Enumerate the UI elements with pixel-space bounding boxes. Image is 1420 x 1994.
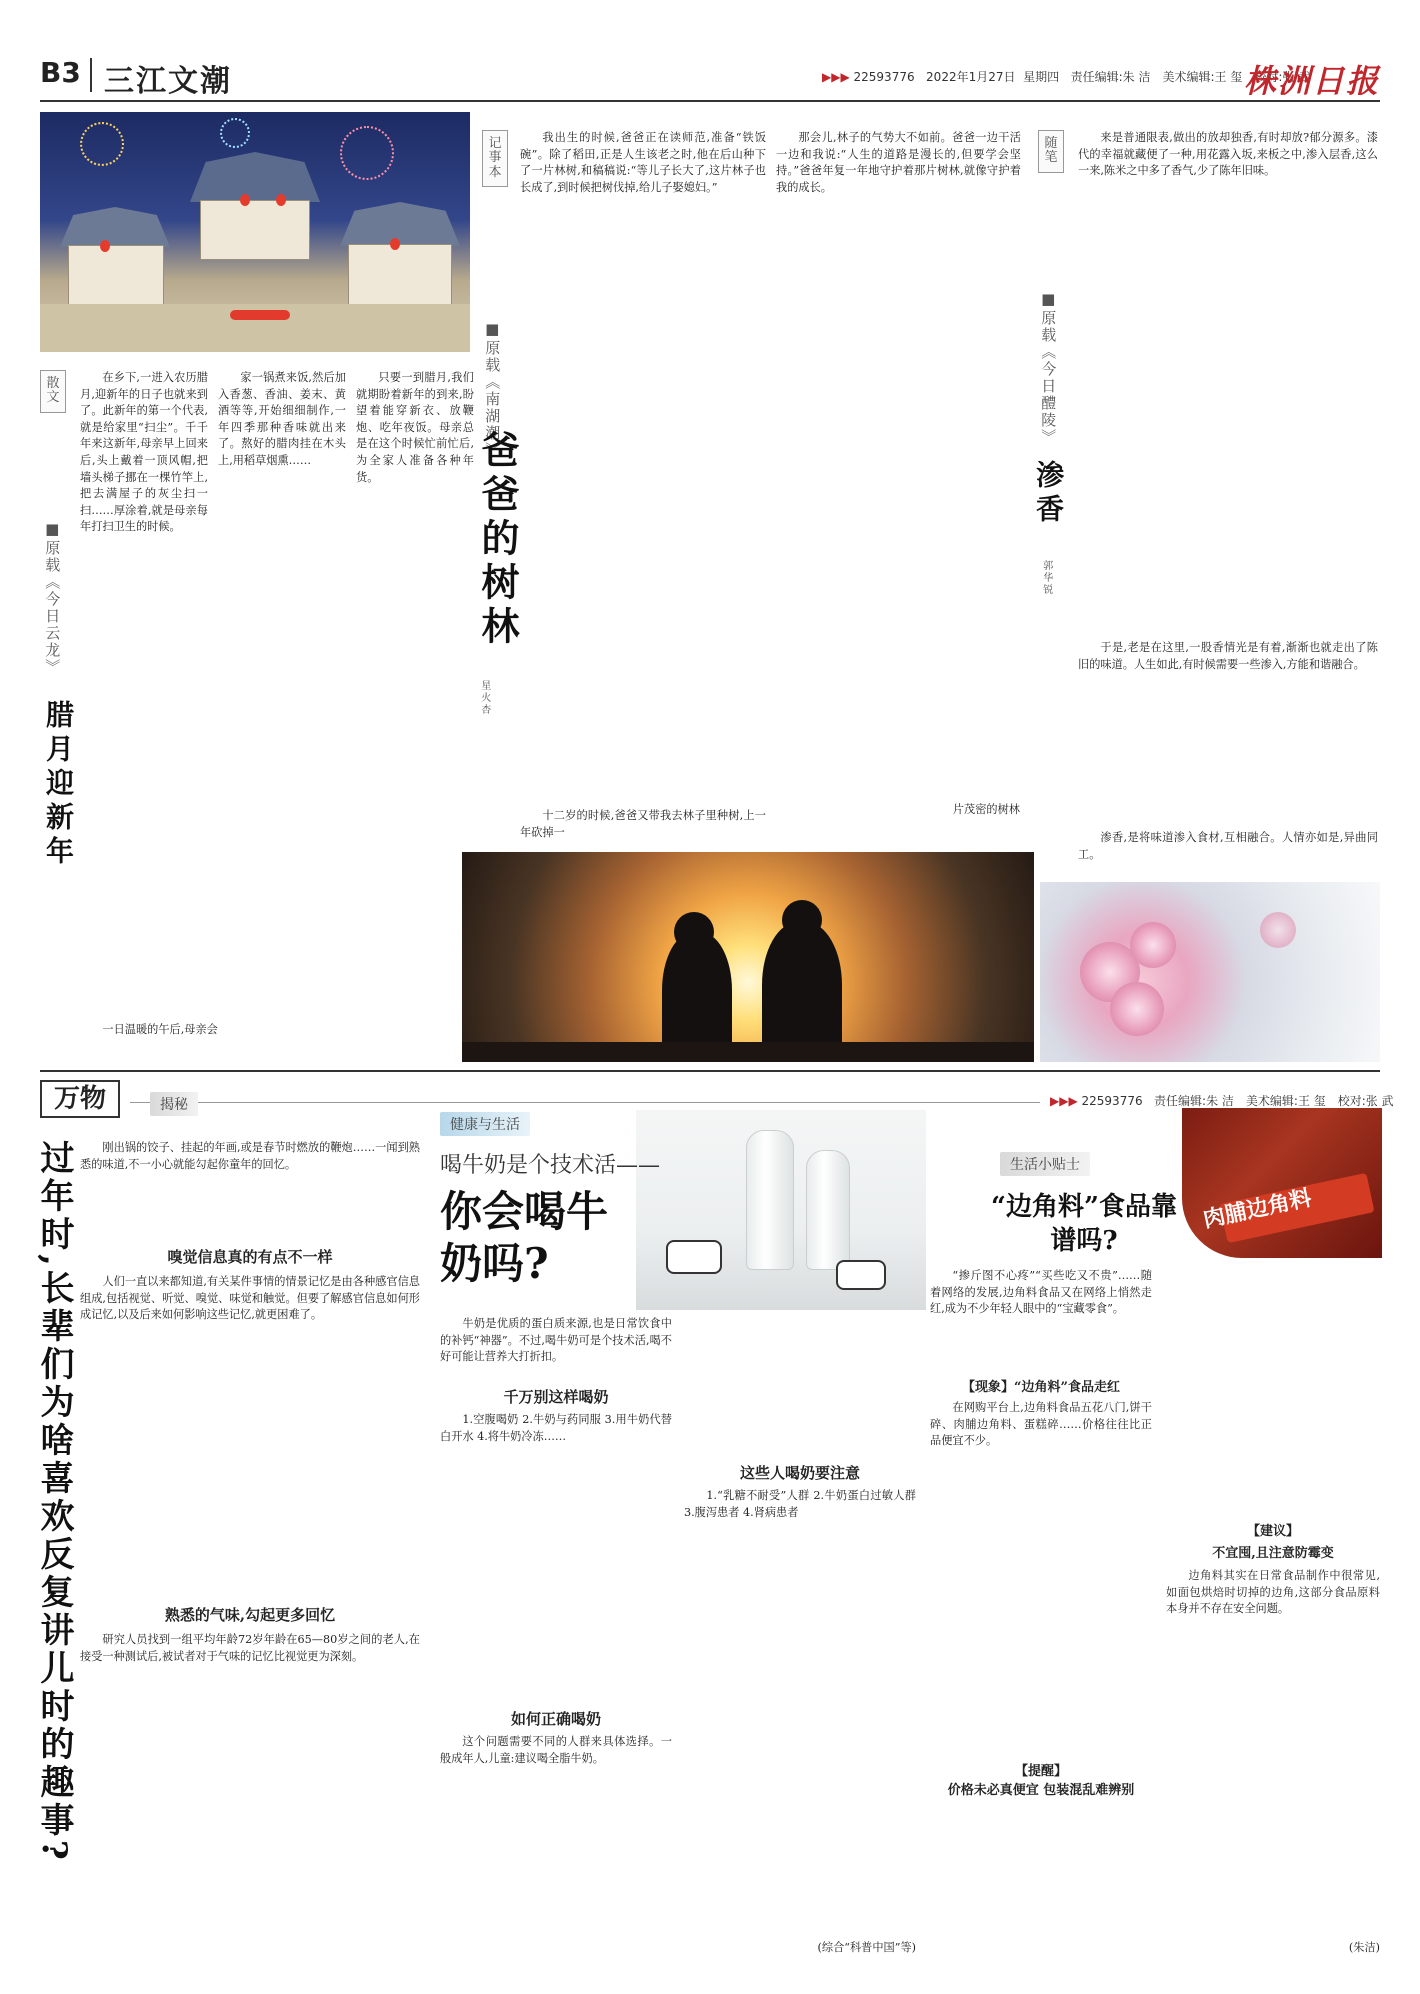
essay1-paragraph: 家一锅煮来饭,然后加入香葱、香油、姜末、黄酒等等,开始细细制作,一年四季那种香味就出来了。熬好的腊肉挂在木头上,用稻草烟熏…… [218, 371, 346, 467]
article1-body-1 [80, 1274, 420, 1598]
article3-paragraph: 边角料其实在日常食品制作中很常见,如面包烘焙时切掉的边角,这部分食品原料本身并不存在安全问题。 [1166, 1569, 1380, 1616]
newspaper-logo: 株洲日报 [1243, 62, 1380, 100]
section-title: 三江文潮 [104, 64, 232, 99]
essay-title: 腊月迎新年 [42, 700, 75, 870]
article3-body-1 [930, 1400, 1152, 1680]
article2-tag: 健康与生活 [440, 1112, 530, 1136]
essay2-end [900, 802, 1020, 820]
essay3-paragraph: 来是普通限表,做出的放却独香,有时却放?郁分源多。漆代的幸福就藏便了一种,用花露入坂,来板之中,渗入层香,这么一来,陈米之中多了香气,少了陈年旧味。 [1078, 131, 1378, 178]
essay-title: 渗香 [1032, 460, 1065, 528]
section2-editors: 责任编辑:朱 洁 美术编辑:王 玺 校对:张 武 [1154, 1094, 1394, 1108]
section2-rule [130, 1102, 1040, 1103]
article1-paragraph: 人们一直以来都知道,有关某件事情的情景记忆是由各种感官信息组成,包括视觉、听觉、嗅觉、味觉和触觉。但要了解感官信息如何形成记忆,以及后来如何影响这些记忆,就更困难了。 [80, 1275, 420, 1322]
essay1-column-2 [218, 370, 346, 1010]
essay-tag: 随笔 [1038, 130, 1064, 173]
essay2-caption [520, 808, 766, 842]
article2-body-4 [684, 1488, 916, 1928]
header-rule [40, 100, 1380, 102]
essay1-column-1 [80, 370, 208, 1010]
page-number: B3 [40, 56, 81, 89]
section-rule [40, 1070, 1380, 1072]
essay-author: 郭华锐 [1040, 560, 1052, 596]
essay3-paragraph: 于是,老是在这里,一股香情光是有着,渐渐也就走出了陈旧的味道。人生如此,有时候需要一些渗入,方能和谐融合。 [1078, 641, 1378, 671]
header-editors: 责任编辑:朱 洁 美术编辑:王 玺 校对:张 武 [1070, 70, 1311, 84]
essay1-closing-text: 一日温暖的午后,母亲会 [102, 1023, 218, 1036]
article1-intro [80, 1140, 420, 1240]
essay-tag: 记事本 [482, 130, 508, 187]
page-header [40, 56, 1380, 98]
essay1-column-3 [356, 370, 474, 1010]
article2-kicker: 喝牛奶是个技术活—— [440, 1153, 661, 1178]
article2-paragraph: 1.“乳糖不耐受”人群 2.牛奶蛋白过敏人群 3.腹泻患者 4.肾病患者 [684, 1489, 916, 1519]
article2-body-2 [440, 1412, 672, 1702]
essay2-end-note: 片茂密的树林 [952, 803, 1020, 816]
article1-heading-1: 嗅觉信息真的有点不一样 [167, 1248, 333, 1266]
essay3-column-1 [1078, 130, 1378, 630]
section2-phone: 22593776 [1081, 1094, 1143, 1108]
header-divider [90, 58, 92, 92]
milk-photo [636, 1110, 926, 1310]
article1-tag: 揭秘 [150, 1092, 198, 1116]
header-phone: 22593776 [853, 70, 915, 84]
article2-body-3 [440, 1734, 672, 1960]
flowers-photo [1040, 882, 1380, 1062]
essay1-paragraph: 只要一到腊月,我们就期盼着新年的到来,盼望着能穿新衣、放鞭炮、吃年夜饭。母亲总是在这个时候忙前忙后,为全家人准备各种年货。 [356, 371, 474, 484]
essay-author: 星火杏 [478, 680, 490, 716]
essay2-column-2 [776, 130, 1021, 690]
article1-heading-2: 熟悉的气味,勾起更多回忆 [164, 1606, 336, 1624]
arrow-icon: ▶▶▶ [822, 70, 850, 84]
article3-intro [930, 1268, 1152, 1368]
article2-intro [440, 1316, 672, 1382]
article3-sub-heading-2: 价格未必真便宜 包装混乱难辨别 [947, 1783, 1135, 1798]
essay-source: ■原载《今日云龙》 [43, 520, 62, 676]
article2-heading-1: 千万别这样喝奶 [503, 1388, 609, 1406]
article2-paragraph: 这个问题需要不同的人群来具体选择。一般成年人,儿童:建议喝全脂牛奶。 [440, 1735, 672, 1765]
article2-heading-3: 这些人喝奶要注意 [739, 1464, 860, 1482]
essay2-paragraph: 我出生的时候,爸爸正在读师范,准备“铁饭碗”。除了稻田,正是人生该老之时,他在后山种下了一片林树,和稿稿说:“等儿子长大了,这片林子也长成了,到时候把树伐掉,给儿子娶媳妇。” [520, 131, 766, 194]
article2-source-text: (综合“科普中国”等) [817, 1941, 916, 1954]
article3-heading-3: 【建议】 [1246, 1524, 1299, 1539]
article2-paragraph: 牛奶是优质的蛋白质来源,也是日常饮食中的补钙“神器”。不过,喝牛奶可是个技术活,喝不好可能让营养大打折扣。 [440, 1317, 672, 1364]
sunset-couple-photo [462, 852, 1034, 1062]
article3-tag: 生活小贴士 [1000, 1152, 1090, 1176]
essay2-caption-text: 十二岁的时候,爸爸又带我去林子里种树,上一年砍掉一 [520, 809, 766, 839]
article3-source-text: (朱洁) [1348, 1941, 1380, 1954]
section2-title: 万物 [40, 1080, 120, 1118]
header-meta [822, 68, 1310, 85]
essay-source: ■原载《今日醴陵》 [1039, 290, 1058, 446]
arrow-icon: ▶▶▶ [1050, 1094, 1078, 1108]
article1-intro-text: 刚出锅的饺子、挂起的年画,或是春节时燃放的鞭炮……一闻到熟悉的味道,不一小心就能勾起你童年的回忆。 [80, 1141, 420, 1171]
header-weekday: 星期四 [1023, 70, 1060, 84]
article3-heading-2: 【提醒】 [1014, 1764, 1067, 1779]
article3-heading-1: 【现象】“边角料”食品走红 [962, 1380, 1120, 1395]
essay2-column-1 [520, 130, 766, 802]
essay1-closing [80, 1022, 340, 1040]
article2-source [684, 1940, 916, 1958]
essay2-paragraph: 那会儿,林子的气势大不如前。爸爸一边干活一边和我说:“人生的道路是漫长的,但要学会坚持。”爸爸年复一年地守护着那片树林,就像守护着我的成长。 [776, 131, 1021, 194]
essay3-closing-text: 渗香,是将味道渗入食材,互相融合。人情亦如是,异曲同工。 [1078, 831, 1378, 861]
essay-title: 爸爸的树林 [475, 430, 520, 650]
section2-meta [1050, 1092, 1394, 1109]
essay1-paragraph: 在乡下,一进入农历腊月,迎新年的日子也就来到了。此新年的第一个代表,就是给家里“扫尘”。千千年来这新年,母亲早上回来后,头上戴着一顶风帽,把墙头梯子挪在一棵竹竿上,把去满屋子的灰尘扫一扫……厚涂着,就是母亲每年打扫卫生的时候。 [80, 371, 208, 534]
jerky-photo [1182, 1108, 1382, 1258]
essay3-closing [1078, 830, 1378, 870]
article2-paragraph: 1.空腹喝奶 2.牛奶与药同服 3.用牛奶代替白开水 4.将牛奶冷冻…… [440, 1413, 672, 1443]
article3-title: “边角料”食品靠谱吗? [991, 1192, 1177, 1256]
article1-title: 过年时,长辈们为啥喜欢反复讲儿时的趣事? [34, 1140, 74, 1864]
essay-source: ■原载《南湖潮》 [483, 320, 502, 459]
essay-tag: 散文 [40, 370, 66, 413]
essay3-column-2 [1078, 640, 1378, 820]
header-date: 2022年1月27日 [926, 70, 1016, 84]
jerky-photo-label: 肉脯边角料 [1201, 1185, 1314, 1234]
article1-paragraph: 研究人员找到一组平均年龄72岁年龄在65—80岁之间的老人,在接受一种测试后,被试者对于气味的记忆比视觉更为深刻。 [80, 1633, 420, 1663]
article2-heading-2: 如何正确喝奶 [510, 1710, 601, 1728]
article3-paragraph: 在网购平台上,边角料食品五花八门,饼干碎、肉脯边角料、蛋糕碎……价格往往比正品便宜不少。 [930, 1401, 1152, 1448]
article3-source [1166, 1940, 1380, 1958]
article2-title: 你会喝牛奶吗? [440, 1187, 609, 1288]
new-year-village-illustration [40, 112, 470, 352]
article1-body-2 [80, 1632, 420, 1962]
article3-body-3 [1166, 1568, 1380, 1928]
article3-sub-heading-3: 不宜囤,且注意防霉变 [1212, 1546, 1334, 1561]
article3-paragraph: “掺斤图不心疼”“买些吃又不贵”……随着网络的发展,边角料食品又在网络上悄然走红,成为不少年轻人眼中的“宝藏零食”。 [930, 1269, 1152, 1316]
